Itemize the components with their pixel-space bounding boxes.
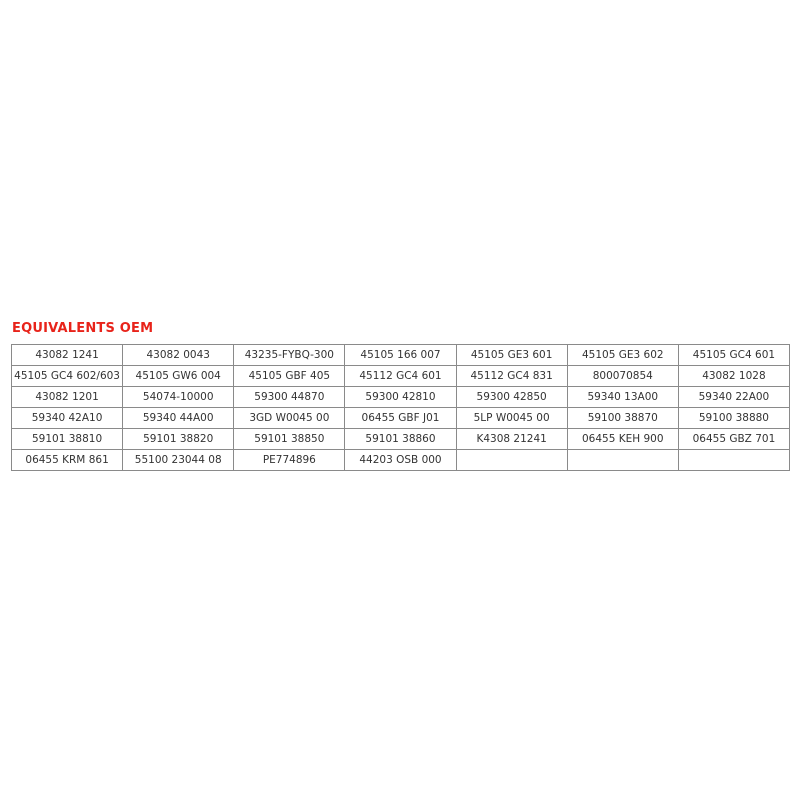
table-row [12, 345, 790, 366]
table-cell: 43082 1241 [12, 345, 123, 366]
table-cell: 59101 38820 [123, 429, 234, 450]
table-cell: 59340 13A00 [567, 387, 678, 408]
table-cell: 45105 GC4 602/603 [12, 366, 123, 387]
table-cell-empty [567, 450, 678, 471]
table-cell: 45105 GBF 405 [234, 366, 345, 387]
table-cell: 59101 38860 [345, 429, 456, 450]
table-cell: 59101 38850 [234, 429, 345, 450]
table-cell: 59300 44870 [234, 387, 345, 408]
table-cell: 06455 GBZ 701 [678, 429, 789, 450]
table-row [12, 387, 790, 408]
table-cell: 45105 GC4 601 [678, 345, 789, 366]
table-cell: 59100 38880 [678, 408, 789, 429]
table-cell: 06455 KEH 900 [567, 429, 678, 450]
table-cell: 45112 GC4 601 [345, 366, 456, 387]
table-cell: 43082 1201 [12, 387, 123, 408]
table-cell: 5LP W0045 00 [456, 408, 567, 429]
table-cell: 59340 22A00 [678, 387, 789, 408]
table-cell: 06455 KRM 861 [12, 450, 123, 471]
table-cell: 59300 42850 [456, 387, 567, 408]
table-cell: 43082 0043 [123, 345, 234, 366]
table-cell: 45105 GE3 602 [567, 345, 678, 366]
table-cell: K4308 21241 [456, 429, 567, 450]
table-cell: 44203 OSB 000 [345, 450, 456, 471]
table-cell: 45105 166 007 [345, 345, 456, 366]
table-cell: 59340 42A10 [12, 408, 123, 429]
table-cell: 59100 38870 [567, 408, 678, 429]
table-cell: 45112 GC4 831 [456, 366, 567, 387]
table-cell: PE774896 [234, 450, 345, 471]
oem-equivalents-table [11, 344, 790, 471]
table-cell: 59340 44A00 [123, 408, 234, 429]
table-row [12, 450, 790, 471]
table-cell: 43235-FYBQ-300 [234, 345, 345, 366]
table-row [12, 408, 790, 429]
table-cell: 800070854 [567, 366, 678, 387]
table-cell: 45105 GW6 004 [123, 366, 234, 387]
table-row [12, 366, 790, 387]
table-cell: 59300 42810 [345, 387, 456, 408]
section-heading: EQUIVALENTS OEM [12, 321, 154, 336]
table-cell-empty [456, 450, 567, 471]
table-cell: 55100 23044 08 [123, 450, 234, 471]
table-cell-empty [678, 450, 789, 471]
table-row [12, 429, 790, 450]
table-cell: 45105 GE3 601 [456, 345, 567, 366]
table-cell: 54074-10000 [123, 387, 234, 408]
table-cell: 59101 38810 [12, 429, 123, 450]
table-cell: 3GD W0045 00 [234, 408, 345, 429]
table-cell: 43082 1028 [678, 366, 789, 387]
table-cell: 06455 GBF J01 [345, 408, 456, 429]
